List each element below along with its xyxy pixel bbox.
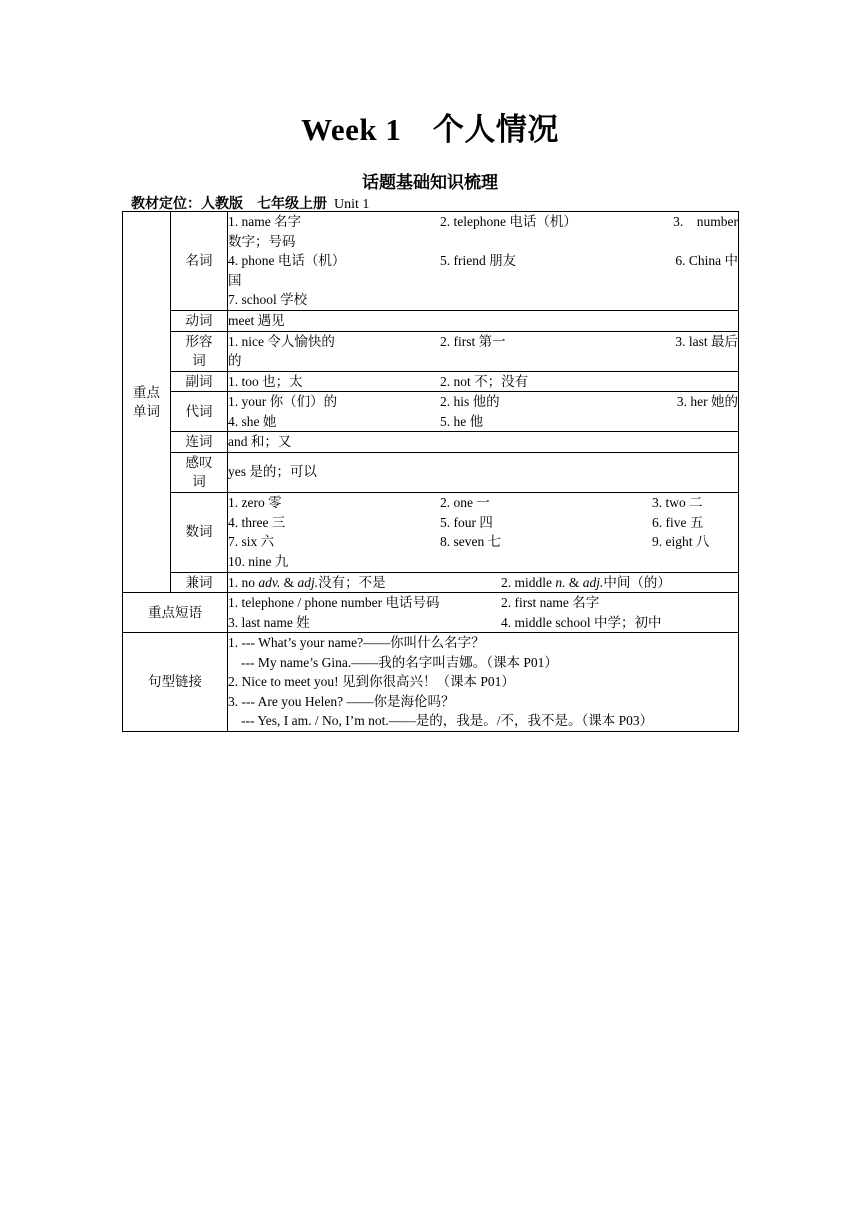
list-item: 1. your 你（们）的	[228, 394, 338, 409]
word-type-interjection	[171, 452, 228, 492]
word-type-line: 词	[192, 474, 206, 489]
list-item: 3. number	[673, 214, 738, 230]
list-item: 3. her 她的	[676, 394, 738, 409]
adverb-list	[228, 371, 739, 392]
list-item: 7. six 六	[228, 534, 275, 549]
category-line: 单词	[133, 404, 160, 419]
list-item: 10. nine 九	[228, 553, 289, 569]
list-item: 3. --- Are you Helen? ——你是海伦吗？	[228, 693, 455, 709]
multi-class-list	[228, 572, 739, 593]
table-row	[123, 492, 739, 572]
list-item: 9. eight 八	[652, 534, 710, 549]
table-row	[123, 572, 739, 593]
list-item: 4. middle school 中学；初中	[501, 614, 662, 630]
list-item: 1. name 名字	[228, 214, 302, 230]
adjective-list	[228, 331, 739, 371]
table-row	[123, 452, 739, 492]
table-row	[123, 593, 739, 633]
numeral-list	[228, 492, 739, 572]
list-item: 7. school 学校	[228, 292, 308, 308]
list-item: 2. first name 名字	[501, 595, 600, 610]
word-type-line: 词	[192, 353, 206, 368]
word-type-numeral: 数词	[171, 492, 228, 572]
list-item: 2. middle n. & adj.中间（的）	[501, 574, 671, 590]
list-item: 2. telephone 电话（机）	[440, 214, 577, 230]
textbook-info	[131, 193, 369, 213]
word-type-verb: 动词	[171, 311, 228, 332]
list-item: 1. nice 令人愉快的	[228, 333, 335, 349]
word-type-pronoun: 代词	[171, 392, 228, 432]
list-item: 3. last 最后	[675, 333, 738, 349]
list-item: 2. one 一	[440, 495, 490, 510]
word-type-adjective	[171, 331, 228, 371]
word-type-adverb: 副词	[171, 371, 228, 392]
list-item: 1. zero 零	[228, 495, 282, 510]
list-item: 5. friend 朋友	[440, 253, 517, 269]
table-row	[123, 311, 739, 332]
word-type-noun: 名词	[171, 212, 228, 311]
list-item: 2. Nice to meet you! 见到你很高兴！（课本 P01）	[228, 674, 515, 690]
category-sentence-links: 句型链接	[123, 633, 228, 732]
list-item: 数字；号码	[228, 233, 296, 249]
table-row	[123, 432, 739, 453]
list-item: 2. first 第一	[440, 333, 506, 349]
word-type-conjunction: 连词	[171, 432, 228, 453]
list-item: 3. two 二	[652, 495, 703, 510]
list-item: 5. four 四	[440, 514, 493, 530]
category-line: 重点	[133, 384, 160, 400]
list-item: 国	[228, 272, 242, 288]
list-item: yes 是的；可以	[228, 452, 739, 492]
list-item: 1. no adv. & adj.没有；不是	[228, 574, 386, 590]
list-item: --- My name’s Gina.——我的名字叫吉娜。（课本 P01）	[241, 654, 558, 670]
list-item: --- Yes, I am. / No, I’m not.——是的，我是。/不，我不是。（课本 P03）	[241, 713, 654, 729]
unit-label: Unit 1	[334, 197, 370, 212]
textbook-label: 教材定位：人教版 七年级上册	[131, 197, 327, 212]
list-item: 8. seven 七	[440, 534, 502, 549]
page-title: Week 1 个人情况	[301, 112, 559, 147]
list-item: and 和；又	[228, 432, 739, 453]
category-key-words	[123, 212, 171, 593]
section-subtitle: 话题基础知识梳理	[362, 173, 498, 192]
list-item: 4. three 三	[228, 514, 286, 530]
table-row	[123, 633, 739, 732]
knowledge-table	[122, 211, 739, 732]
list-item: 4. phone 电话（机）	[228, 253, 346, 269]
pronoun-list	[228, 392, 739, 432]
list-item: 6. China 中	[675, 253, 738, 269]
list-item: 4. she 她	[228, 413, 277, 429]
category-key-phrases: 重点短语	[123, 593, 228, 633]
list-item: 3. last name 姓	[228, 614, 310, 630]
list-item: 1. too 也；太	[228, 373, 303, 389]
list-item: 2. his 他的	[440, 394, 500, 409]
word-type-line: 感叹	[185, 454, 213, 470]
list-item: 5. he 他	[440, 413, 484, 429]
table-row	[123, 212, 739, 311]
list-item: 的	[228, 353, 242, 368]
table-row	[123, 392, 739, 432]
table-row	[123, 331, 739, 371]
list-item: meet 遇见	[228, 311, 739, 332]
word-type-multi-class: 兼词	[171, 572, 228, 593]
table-row	[123, 371, 739, 392]
phrase-list	[228, 593, 739, 633]
list-item: 6. five 五	[652, 514, 704, 530]
list-item: 1. telephone / phone number 电话号码	[228, 595, 440, 610]
sentence-list	[228, 633, 739, 732]
noun-list	[228, 212, 739, 311]
word-type-line: 形容	[185, 333, 213, 349]
list-item: 1. --- What’s your name?——你叫什么名字？	[228, 635, 485, 651]
list-item: 2. not 不；没有	[440, 373, 529, 389]
